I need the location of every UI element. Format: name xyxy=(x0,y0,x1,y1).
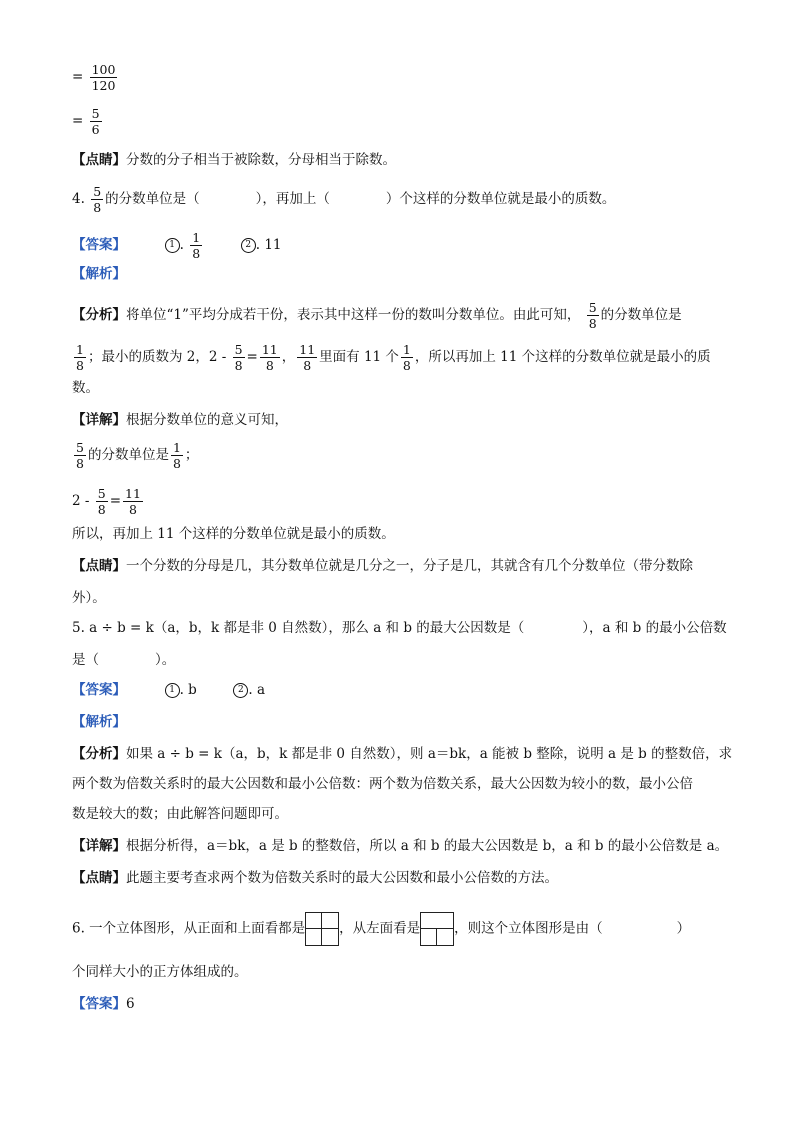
eq-line-2 xyxy=(72,106,104,137)
q5-jiexi: 【解析】 xyxy=(72,714,126,730)
fraction-5-8: $\frac{5}{8}$ xyxy=(93,184,102,215)
q5-fenxi-line-3: 数是较大的数；由此解答问题即可。 xyxy=(72,806,288,822)
fraction-5-8: $\frac{5}{8}$ xyxy=(234,342,243,373)
fraction-5-8: $\frac{5}{8}$ xyxy=(97,486,106,517)
q4-fenxi-line-2: $\frac{1}{8}$ ；最小的质数为 2，2 - $\frac{5}{8}$ = $\frac{11}{8}$ ， $\frac{11}{8}$ 里面有 11 个 $\frac{1}{8}$ ，所以再加上 11 个这样的分数单位就是最小的质 xyxy=(76,342,711,373)
q4-xiangjie-line-2: $\frac{5}{8}$ 的分数单位是 $\frac{1}{8}$ ； xyxy=(76,440,199,471)
fraction-11-8: $\frac{11}{8}$ xyxy=(125,486,141,517)
q6-question-line-1: 6. 一个立体图形，从正面和上面看都是 ，从左面看是 ，则这个立体图形是由（ ） xyxy=(72,912,690,946)
circled-number-icon: 2 xyxy=(233,683,248,698)
left-view-grid-icon xyxy=(420,912,454,946)
q5-answer: 【答案】 1 . b 2 . a xyxy=(72,682,266,698)
circled-number-icon: 1 xyxy=(165,238,180,253)
fraction-100-120: $\frac{100}{120}$ xyxy=(91,62,116,93)
q5-dianjing: 【点睛】此题主要考查求两个数为倍数关系时的最大公因数和最小公倍数的方法。 xyxy=(72,870,558,886)
q5-question-line-2: 是（ ）。 xyxy=(72,652,176,668)
circled-number-icon: 2 xyxy=(241,238,256,253)
top-dianjing: 【点睛】分数的分子相当于被除数，分母相当于除数。 xyxy=(72,152,396,168)
fraction-1-8: $\frac{1}{8}$ xyxy=(192,230,201,261)
q4-jiexi: 【解析】 xyxy=(72,266,126,282)
q5-fenxi-line-2: 两个数为倍数关系时的最大公因数和最小公倍数：两个数为倍数关系，最大公因数为较小的数，最小公倍 xyxy=(72,776,693,792)
fraction-5-8: $\frac{5}{8}$ xyxy=(588,300,597,331)
q4-fenxi-line-3: 数。 xyxy=(72,380,99,396)
q4-fenxi-line-1: 【分析】将单位“1”平均分成若干份，表示其中这样一份的数叫分数单位。由此可知， $\frac{5}{8}$ 的分数单位是 xyxy=(72,300,682,331)
q4-dianjing-line-1: 【点睛】一个分数的分母是几，其分数单位就是几分之一，分子是几，其就含有几个分数单位（带分数除 xyxy=(72,558,693,574)
q4-question: 4. $\frac{5}{8}$ 的分数单位是（ ），再加上（ ）个这样的分数单位就是最小的质数。 xyxy=(72,184,616,215)
eq-line-1 xyxy=(72,62,119,93)
fraction-11-8: $\frac{11}{8}$ xyxy=(299,342,316,373)
fraction-1-8: $\frac{1}{8}$ xyxy=(76,342,84,373)
fraction-5-6: $\frac{5}{6}$ xyxy=(91,106,100,137)
q4-dianjing-line-2: 外）。 xyxy=(72,590,106,606)
front-top-view-grid-icon xyxy=(305,912,339,946)
fraction-1-8: $\frac{1}{8}$ xyxy=(402,342,411,373)
fraction-5-8: $\frac{5}{8}$ xyxy=(76,440,84,471)
q5-xiangjie: 【详解】根据分析得，a＝bk，a 是 b 的整数倍，所以 a 和 b 的最大公因数是 b，a 和 b 的最小公倍数是 a。 xyxy=(72,838,729,854)
circled-number-icon: 1 xyxy=(165,683,180,698)
equals-sign: = xyxy=(72,113,84,129)
q5-question-line-1: 5. a ÷ b = k（a，b，k 都是非 0 自然数），那么 a 和 b 的最大公因数是（ ），a 和 b 的最小公倍数 xyxy=(72,620,727,636)
fraction-1-8: $\frac{1}{8}$ xyxy=(172,440,181,471)
q6-answer: 【答案】6 xyxy=(72,996,135,1012)
q5-fenxi-line-1: 【分析】如果 a ÷ b = k（a，b，k 都是非 0 自然数），则 a＝bk，a 能被 b 整除，说明 a 是 b 的整数倍，求 xyxy=(72,746,733,762)
q4-xiangjie-line-3: 2 - $\frac{5}{8}$ = $\frac{11}{8}$ xyxy=(72,486,141,517)
fraction-11-8: $\frac{11}{8}$ xyxy=(261,342,278,373)
q4-xiangjie-line-4: 所以，再加上 11 个这样的分数单位就是最小的质数。 xyxy=(72,526,395,542)
q6-question-line-2: 个同样大小的正方体组成的。 xyxy=(72,964,248,980)
q4-xiangjie-line-1: 【详解】根据分数单位的意义可知， xyxy=(72,412,288,428)
equals-sign: = xyxy=(72,69,84,85)
q4-answer: 【答案】 1 . $\frac{1}{8}$ 2 . 11 xyxy=(72,230,282,261)
